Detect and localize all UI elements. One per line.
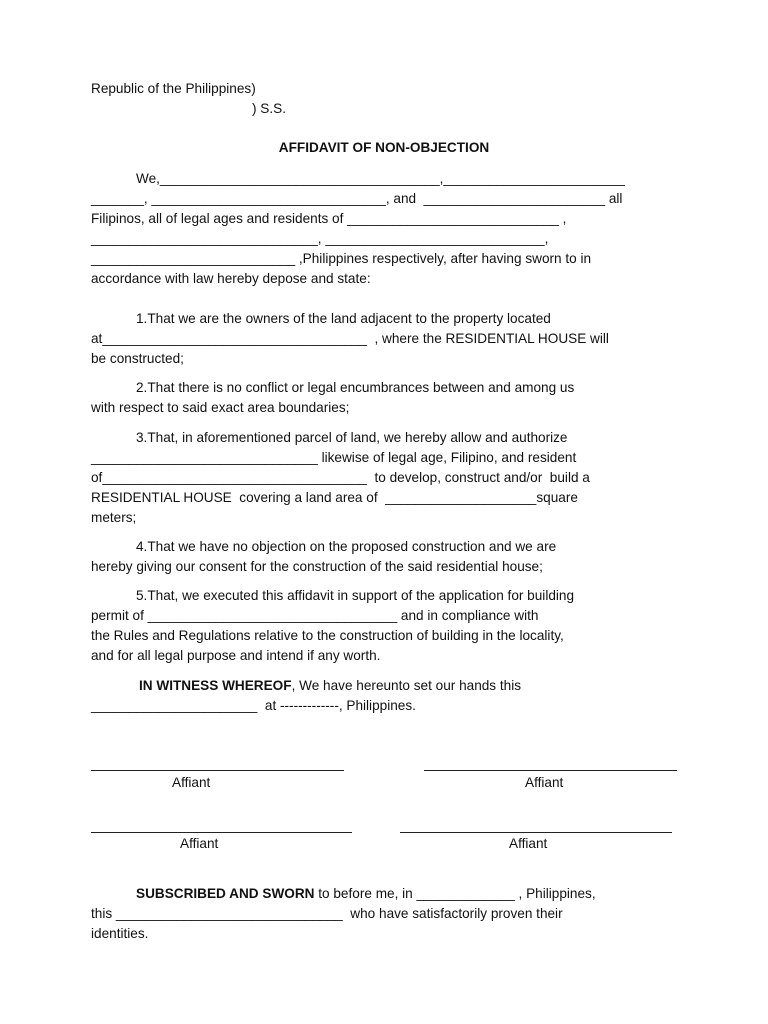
- p2-line-2: with respect to said exact area boundaries;: [91, 400, 350, 415]
- witness-line-1: [139, 676, 521, 696]
- intro-line-4: ______________________________, _____________________________,: [91, 231, 549, 246]
- subscribed-heading: SUBSCRIBED AND SWORN: [136, 886, 315, 901]
- subscribed-text: to before me, in _____________ , Philippines,: [314, 886, 596, 901]
- subscribed-line-2: this ______________________________ who have satisfactorily proven their: [91, 906, 563, 921]
- witness-text: , We have hereunto set our hands this: [291, 678, 522, 693]
- p3-line-2: ______________________________ likewise of legal age, Filipino, and resident: [91, 450, 577, 465]
- intro-line-3: Filipinos, all of legal ages and residents of ____________________________ ,: [91, 211, 567, 226]
- p1-line-2: at___________________________________ , where the RESIDENTIAL HOUSE will: [91, 331, 609, 346]
- document-title: AFFIDAVIT OF NON-OBJECTION: [278, 140, 490, 155]
- affiant-signature-line-4: [400, 832, 672, 833]
- p2-line-1: 2.That there is no conflict or legal encumbrances between and among us: [136, 380, 575, 395]
- venue-republic: Republic of the Philippines): [91, 81, 256, 96]
- p3-line-1: 3.That, in aforementioned parcel of land, we hereby allow and authorize: [136, 430, 568, 445]
- p5-line-1: 5.That, we executed this affidavit in support of the application for building: [136, 588, 575, 603]
- p3-line-3: of___________________________________ to develop, construct and/or build a: [91, 470, 590, 485]
- affiant-signature-line-2: [424, 770, 677, 771]
- p4-line-2: hereby giving our consent for the construction of the said residential house;: [91, 559, 543, 574]
- p5-line-3: the Rules and Regulations relative to the construction of building in the locality,: [91, 628, 564, 643]
- affiant-signature-line-1: [91, 770, 344, 771]
- subscribed-line-1: [136, 884, 596, 904]
- p3-line-4: RESIDENTIAL HOUSE covering a land area of ____________________square: [91, 490, 578, 505]
- affiant-label-2: Affiant: [525, 775, 564, 790]
- p1-line-3: be constructed;: [91, 351, 184, 366]
- venue-ss: ) S.S.: [252, 101, 286, 116]
- intro-line-6: accordance with law hereby depose and state:: [91, 271, 371, 286]
- p1-line-1: 1.That we are the owners of the land adjacent to the property located: [136, 311, 551, 326]
- affiant-label-1: Affiant: [172, 775, 211, 790]
- p5-line-4: and for all legal purpose and intend if any worth.: [91, 648, 381, 663]
- affiant-signature-line-3: [91, 832, 352, 833]
- affiant-label-4: Affiant: [509, 836, 548, 851]
- witness-line-2: ______________________ at -------------, Philippines.: [91, 698, 416, 713]
- p5-line-2: permit of _________________________________ and in compliance with: [91, 608, 539, 623]
- witness-heading: IN WITNESS WHEREOF: [139, 678, 292, 693]
- intro-line-5: ___________________________ ,Philippines respectively, after having sworn to in: [91, 251, 592, 266]
- affiant-label-3: Affiant: [180, 836, 219, 851]
- intro-line-2: _______, _______________________________, and ________________________ all: [91, 191, 623, 206]
- subscribed-line-3: identities.: [91, 926, 149, 941]
- p3-line-5: meters;: [91, 510, 137, 525]
- intro-line-1: We,_____________________________________,________________________: [136, 171, 625, 186]
- p4-line-1: 4.That we have no objection on the proposed construction and we are: [136, 539, 557, 554]
